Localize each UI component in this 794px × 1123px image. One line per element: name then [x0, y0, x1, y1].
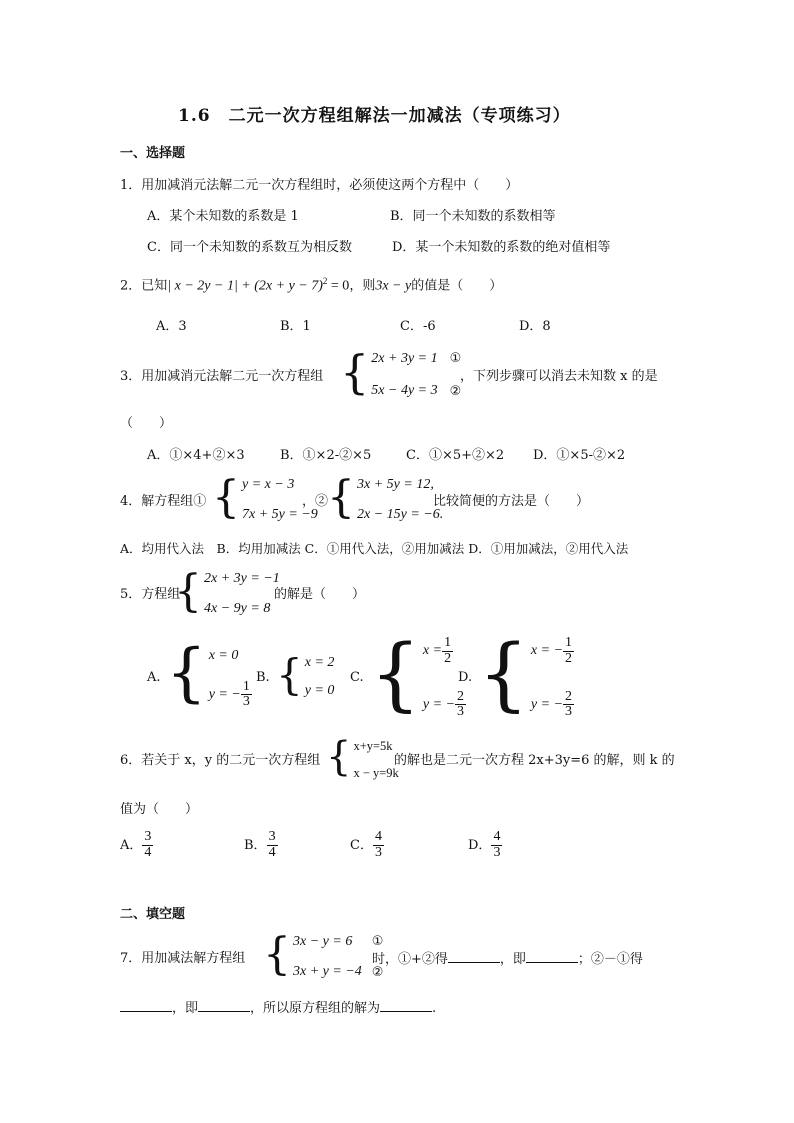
question-3-mark-1: ① [449, 351, 462, 366]
question-6-option-b-num: 3 [268, 829, 276, 844]
question-4-system-2-eq-1: 3x + 5y = 12, [357, 477, 434, 492]
question-1-stem: 1．用加减消元法解二元一次方程组时，必须使这两个方程中（ ） [120, 178, 519, 193]
question-3-paren: （ ） [120, 416, 173, 431]
question-5-option-d-yden: 3 [565, 704, 573, 720]
question-6-option-d-den: 3 [493, 844, 501, 860]
brace-icon: { [263, 928, 291, 980]
question-6-option-c-num: 4 [374, 829, 382, 844]
question-2-exponent: 2 [322, 276, 328, 286]
question-3-system [340, 345, 462, 399]
question-6-option-c-den: 3 [374, 844, 382, 860]
question-7-equation-1: 3x − y = 6 [293, 934, 353, 949]
question-3-option-c: C．①×5+②×2 [406, 448, 505, 463]
question-2-option-d: D．8 [519, 319, 551, 334]
question-7-equation-2: 3x + y = −4 [293, 964, 362, 979]
question-5-option-a-label: A. [147, 670, 161, 685]
question-5-option-c [370, 626, 466, 720]
question-5-option-c-yden: 3 [457, 704, 465, 720]
question-3-option-a: A．①×4+②×3 [147, 448, 245, 463]
question-3-suffix: ，下列步骤可以消去未知数 x 的是 [460, 369, 658, 384]
question-6-option-d [468, 830, 502, 860]
question-5-option-c-label: C. [350, 670, 364, 685]
question-2-stem [120, 277, 502, 293]
answer-blank-5[interactable] [380, 1001, 432, 1012]
question-7-text-6: . [432, 1001, 437, 1016]
question-7-system [263, 928, 384, 980]
question-5-option-b-label: B. [256, 670, 270, 685]
brace-icon: { [166, 636, 207, 710]
question-6-equation-2: x − y=9k [353, 766, 399, 780]
question-6-option-b-den: 4 [268, 844, 276, 860]
question-5-option-c-xnum: 1 [444, 635, 452, 650]
question-2-expression: | x − 2y − 1| + (2x + y − 7) [167, 278, 323, 294]
question-2-mid: ，则 [349, 278, 376, 294]
question-6-option-a [120, 830, 153, 860]
question-4-mid: ，② [302, 494, 329, 509]
question-6-prefix: 6．若关于 x，y 的二元一次方程组 [120, 753, 321, 768]
question-5-option-d-y: y = − [530, 696, 564, 712]
question-6-option-d-num: 4 [493, 829, 501, 844]
question-4-system-1-eq-2: 7x + 5y = −9 [242, 507, 318, 522]
section-heading-choice: 一、选择题 [120, 146, 186, 161]
question-5-option-b [276, 649, 335, 699]
question-5-equation-1: 2x + 3y = −1 [204, 571, 280, 586]
brace-icon: { [174, 565, 202, 617]
question-4-suffix: 比较简便的方法是（ ） [433, 494, 590, 509]
answer-blank-1[interactable] [448, 952, 500, 963]
answer-blank-3[interactable] [120, 1001, 172, 1012]
answer-blank-2[interactable] [526, 952, 578, 963]
question-3-option-d: D．①×5-②×2 [533, 448, 626, 463]
question-4-prefix: 4．解方程组① [120, 494, 207, 509]
question-5-option-a-den: 3 [242, 694, 250, 710]
question-4-system-2 [327, 471, 444, 523]
question-5-option-c-xden: 2 [444, 650, 452, 666]
question-3-equation-1: 2x + 3y = 1 [371, 351, 438, 366]
question-5-option-b-x: x = 2 [304, 655, 335, 670]
question-5-option-a [166, 636, 252, 710]
brace-icon: { [340, 345, 370, 399]
brace-icon: { [478, 626, 529, 720]
question-4-system-1-eq-1: y = x − 3 [242, 477, 295, 492]
brace-icon: { [327, 471, 355, 523]
question-4-system-2-eq-2: 2x − 15y = −6. [357, 507, 444, 522]
question-5-option-d-ynum: 2 [565, 688, 573, 704]
question-6-option-a-den: 4 [144, 844, 152, 860]
answer-blank-4[interactable] [198, 1001, 250, 1012]
question-1-option-c: C．同一个未知数的系数互为相反数 [147, 240, 352, 255]
question-5-option-d-x: x = − [530, 643, 564, 659]
question-6-suffix: 的解也是二元一次方程 2x+3y=6 的解，则 k 的 [394, 753, 675, 768]
question-6-option-b-label: B． [244, 837, 267, 853]
question-5-system [174, 565, 280, 617]
question-1-option-b: B．同一个未知数的系数相等 [390, 209, 556, 224]
question-5-suffix: 的解是（ ） [274, 587, 366, 602]
brace-icon: { [370, 626, 421, 720]
question-2-suffix: 的值是（ ） [411, 278, 503, 294]
question-7-text-2: ，即 [499, 952, 526, 967]
question-7-prefix: 7．用加减法解方程组 [120, 951, 246, 966]
question-6-option-c-label: C． [350, 837, 373, 853]
question-5-option-c-ynum: 2 [457, 688, 465, 704]
question-5-option-a-x: x = 0 [208, 648, 239, 663]
question-2-option-a: A．3 [156, 319, 187, 334]
question-5-option-d-xden: 2 [565, 650, 573, 666]
brace-icon: { [276, 649, 303, 699]
question-2-expression-2: 3x − y [375, 278, 412, 294]
question-7-text-3: ；②－①得 [577, 952, 643, 967]
question-7-text-5: ，所以原方程组的解为 [250, 1001, 381, 1016]
question-6-option-c [350, 830, 384, 860]
question-7-line-2 [120, 1001, 436, 1015]
question-6-line-2: 值为（ ） [120, 802, 199, 817]
question-5-option-d-xnum: 1 [565, 635, 573, 650]
question-3-mark-2: ② [449, 384, 462, 399]
question-6-option-d-label: D． [468, 837, 492, 853]
question-6-option-b [244, 830, 278, 860]
question-2-prefix: 2．已知 [120, 278, 168, 294]
question-5-prefix: 5．方程组 [120, 587, 181, 602]
question-3-prefix: 3．用加减消元法解二元一次方程组 [120, 369, 324, 384]
question-7-text-4: ，即 [172, 1001, 199, 1016]
question-6-system [326, 734, 399, 781]
question-5-option-c-y: y = − [422, 696, 456, 712]
question-7-line-1 [372, 952, 643, 966]
question-5-equation-2: 4x − 9y = 8 [204, 601, 271, 616]
brace-icon: { [326, 734, 352, 780]
question-1-option-d: D．某一个未知数的系数的绝对值相等 [392, 240, 611, 255]
question-5-option-a-y: y = − [208, 686, 241, 702]
section-heading-fill: 二、填空题 [120, 907, 186, 922]
question-5-option-d-label: D. [458, 670, 473, 685]
page-title: 1.6 二元一次方程组解法一加减法（专项练习） [178, 106, 571, 126]
question-5-option-c-x: x = [422, 643, 443, 659]
question-6-option-a-num: 3 [144, 829, 152, 844]
question-7-mark-2: ② [371, 965, 384, 980]
question-4-options: A．均用代入法 B．均用加减法 C．①用代入法，②用加减法 D．①用加减法，②用代入法 [120, 541, 629, 556]
question-2-option-b: B．1 [280, 319, 311, 334]
question-1-option-a: A．某个未知数的系数是 1 [147, 209, 299, 224]
brace-icon: { [212, 471, 240, 523]
question-6-option-a-label: A． [120, 837, 143, 853]
question-5-option-a-num: 1 [242, 678, 250, 694]
question-2-equals: = 0 [327, 278, 350, 294]
question-3-option-b: B．①×2-②×5 [280, 448, 372, 463]
question-5-option-b-y: y = 0 [304, 683, 335, 698]
question-7-text-1: 时，①+②得 [372, 952, 448, 967]
question-7-mark-1: ① [371, 934, 384, 949]
question-2-option-c: C．-6 [400, 319, 436, 334]
question-5-option-d [478, 626, 574, 720]
question-6-equation-1: x+y=5k [353, 739, 393, 753]
question-3-equation-2: 5x − 4y = 3 [371, 383, 438, 398]
